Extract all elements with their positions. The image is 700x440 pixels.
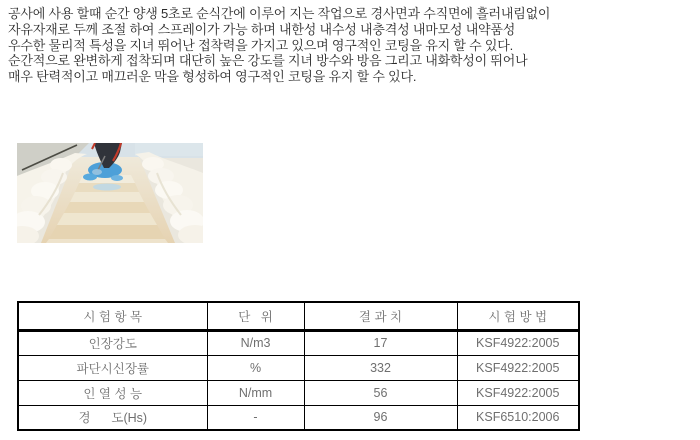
description-line-3: 우수한 물리적 특성을 지녀 뛰어난 접착력을 가지고 있으며 영구적인 코팅을 유지 할 수 있다. bbox=[8, 37, 514, 53]
cell-result: 56 bbox=[304, 380, 457, 405]
cell-test-method: KSF4922:2005 bbox=[457, 355, 579, 380]
col-header-test-item: 시 험 항 목 bbox=[18, 302, 207, 330]
table-row bbox=[18, 330, 579, 355]
cell-result: 332 bbox=[304, 355, 457, 380]
description-line-4: 순간적으로 완변하게 접착되며 대단히 높은 강도를 지녀 방수와 방음 그리고 내화학성이 뛰어나 bbox=[8, 53, 528, 69]
cell-test-method: KSF4922:2005 bbox=[457, 380, 579, 405]
cell-test-item: 경 도(Hs) bbox=[18, 405, 207, 430]
cell-test-method: KSF4922:2005 bbox=[457, 330, 579, 355]
table-row bbox=[18, 405, 579, 430]
stairs-photo-illustration bbox=[17, 143, 203, 243]
cell-test-item: 인 열 성 능 bbox=[18, 380, 207, 405]
col-header-unit: 단 위 bbox=[207, 302, 304, 330]
cell-unit: % bbox=[207, 355, 304, 380]
cell-unit: N/m3 bbox=[207, 330, 304, 355]
table-header-row bbox=[18, 302, 579, 330]
spray-coating-stairs-photo bbox=[17, 143, 203, 243]
cell-test-item: 파단시신장률 bbox=[18, 355, 207, 380]
description-line-2: 자유자재로 두께 조절 하여 스프레이가 가능 하며 내한성 내수성 내충격성 내마모성 내약품성 bbox=[8, 21, 516, 37]
cell-result: 17 bbox=[304, 330, 457, 355]
col-header-test-method: 시 험 방 법 bbox=[457, 302, 579, 330]
cell-result: 96 bbox=[304, 405, 457, 430]
cell-unit: N/mm bbox=[207, 380, 304, 405]
description-line-5: 매우 탄력적이고 매끄러운 막을 형성하여 영구적인 코팅을 유지 할 수 있다. bbox=[8, 69, 417, 85]
product-description bbox=[8, 6, 696, 85]
table-row bbox=[18, 380, 579, 405]
description-line-1: 공사에 사용 할때 순간 양생 5초로 순식간에 이루어 지는 작업으로 경사면과 수직면에 흘러내림없이 bbox=[8, 6, 551, 21]
table-row bbox=[18, 355, 579, 380]
cell-test-item: 인장강도 bbox=[18, 330, 207, 355]
cell-unit: - bbox=[207, 405, 304, 430]
col-header-result: 결 과 치 bbox=[304, 302, 457, 330]
cell-test-method: KSF6510:2006 bbox=[457, 405, 579, 430]
test-results-table bbox=[17, 301, 580, 431]
